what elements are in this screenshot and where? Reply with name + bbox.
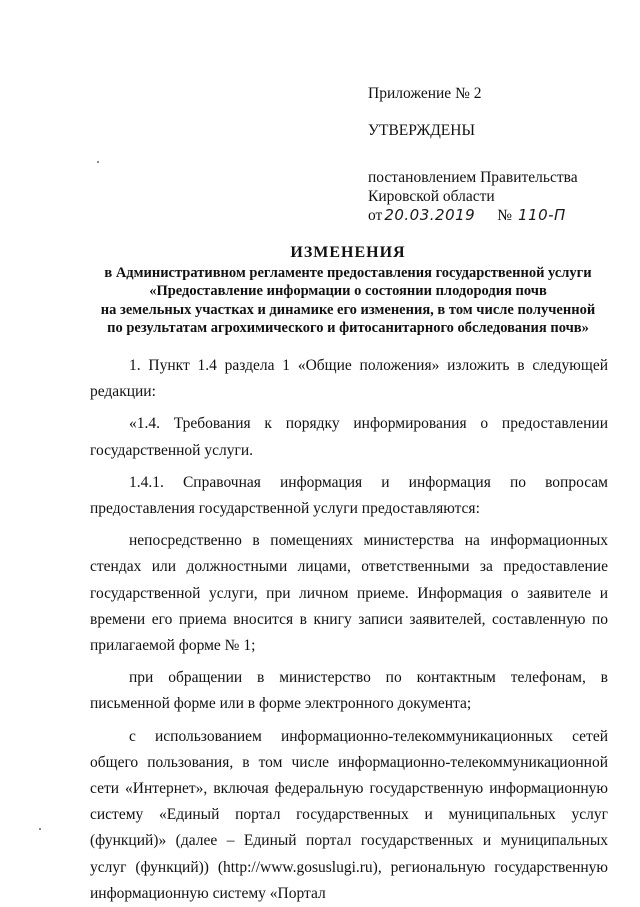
paragraph-4: непосредственно в помещениях министерства на информационных стендах или должностными лицами, ответственными за предоставление государственной услуги, при личном приеме. Информация о заявителе и времени его приема вносится в книгу записи заявителей, составленную по прилагаемой форме № 1; [90,532,608,655]
paragraph-3: 1.4.1. Справочная информация и информация по вопросам предоставления государственной услуги предоставляются: [90,473,608,518]
title-line-3: на земельных участках и динамике его изменения, в том числе полученной [100,301,596,318]
approval-heading: УТВЕРЖДЕНЫ [368,122,475,139]
decree-date-number-line [368,206,618,225]
date-prefix: от [368,207,383,224]
title-heading: ИЗМЕНЕНИЯ [290,244,406,261]
title-line-1: в Административном регламенте предоставления государственной услуги [104,264,592,281]
handwritten-date: 20.03.2019 [384,206,476,224]
decree-line-2: Кировской области [368,188,495,205]
annex-number: Приложение № 2 [368,85,482,102]
scan-speck [39,828,41,830]
title-line-2: «Предоставление информации о состоянии плодородия почв [149,283,547,299]
paragraph-1: 1. Пункт 1.4 раздела 1 «Общие положения» изложить в следующей редакции: [90,357,608,401]
approval-block [368,84,618,225]
number-label: № [497,207,513,224]
scan-speck [97,161,99,163]
decree-line-1: постановлением Правительства [368,169,578,186]
title-line-4: по результатам агрохимического и фитосанитарного обследования почв» [107,320,589,336]
handwritten-number: 110-П [518,206,566,224]
document-title [70,244,626,338]
paragraph-2: «1.4. Требования к порядку информирования о предоставлении государственной услуги. [90,415,608,459]
document-body [90,353,608,907]
paragraph-6: с использованием информационно-телекоммуникационных сетей общего пользования, в том числе информационно-телекоммуникационной сети «Интернет», включая федеральную государственную информационную систему «Единый портал государственных и муниципальных услуг (функций)» (далее – Единый портал государственных и муниципальных услуг (функций)) (http://www.gosuslugi.ru), региональную государственную информационную систему «Портал [90,727,608,902]
paragraph-5: при обращении в министерство по контактным телефонам, в письменной форме или в форме электронного документа; [90,669,608,713]
